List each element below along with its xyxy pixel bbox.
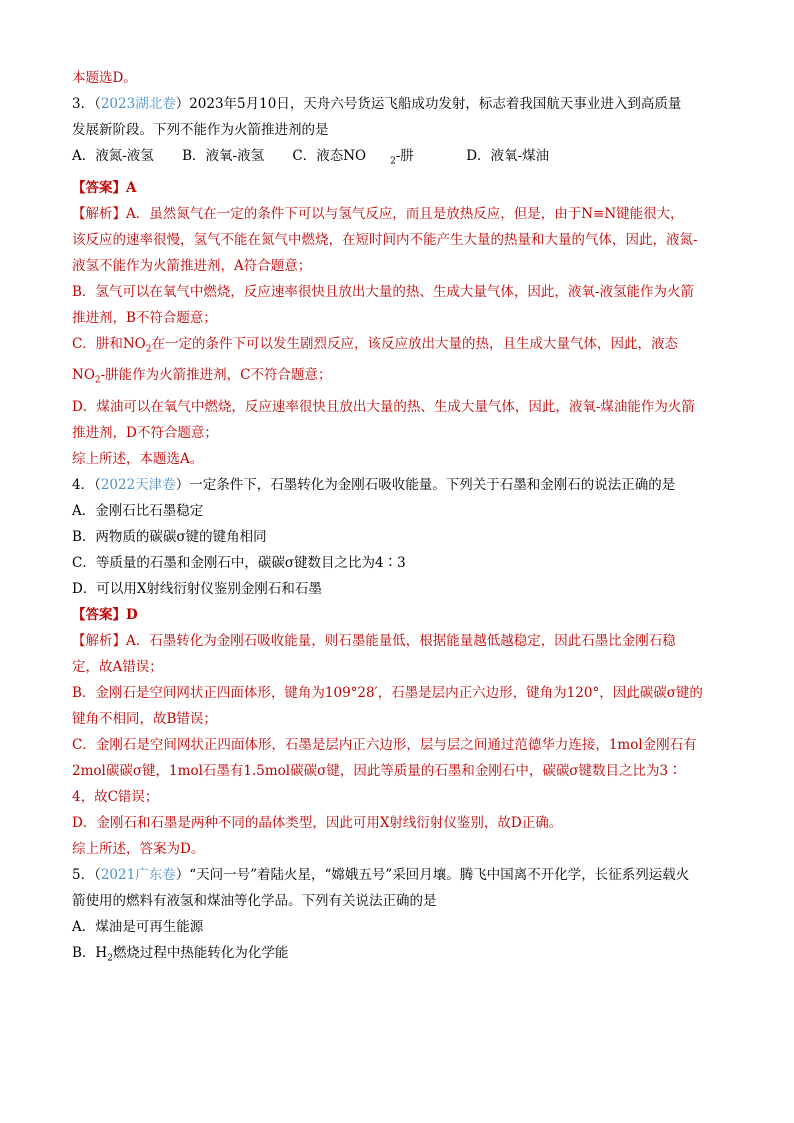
q5-stem-line1 xyxy=(72,865,722,885)
q5-option-b-text: B．H xyxy=(72,945,108,962)
q3-option-c xyxy=(292,146,438,172)
q3-analysis-line3: 液氢不能作为火箭推进剂，A符合题意； xyxy=(72,257,312,274)
q4-answer: 【答案】D xyxy=(72,607,138,624)
q3-stem-text: 2023年5月10日，天舟六号货运飞船成功发射，标志着我国航天事业进入到高质量 xyxy=(189,96,682,112)
q5-option-b-subscript: 2 xyxy=(107,953,113,964)
q4-source: 2022天津卷 xyxy=(100,477,176,494)
q4-analysis-b-line1: B．金刚石是空间网状正四面体形，键角为109°28′，石墨是层内正六边形，键角为120°，因此碳碳σ键的 xyxy=(72,685,703,702)
q4-option-b: B．两物质的碳碳σ键的键角相同 xyxy=(72,529,267,546)
q3-option-d: D．液氧-煤油 xyxy=(466,148,550,164)
q4-analysis-a-line2: 定，故A错误； xyxy=(72,659,163,676)
q5-number: 5．（ xyxy=(72,867,101,884)
q3-analysis-d-line1: D．煤油可以在氧气中燃烧，反应速率很快且放出大量的热、生成大量气体，因此，液氧-煤油能作为火箭 xyxy=(72,399,695,416)
q3-source: 2023湖北卷 xyxy=(100,96,176,112)
q3-source-close: ） xyxy=(175,96,190,112)
q3-answer: 【答案】A xyxy=(72,179,137,196)
q3-option-c-suffix: -肼 xyxy=(395,148,414,164)
q3-analysis-c1-suffix: 在一定的条件下可以发生剧烈反应，该反应放出大量的热，且生成大量气体，因此，液态 xyxy=(151,335,678,352)
q3-analysis-b-line1: B．氢气可以在氧气中燃烧，反应速率很快且放出大量的热、生成大量气体，因此，液氧-液氢能作为火箭 xyxy=(72,283,694,300)
q3-analysis-c-line2 xyxy=(72,365,722,391)
q4-analysis-a-line1: 【解析】A．石墨转化为金刚石吸收能量，则石墨能量低，根据能量越低越稳定，因此石墨比金刚石稳 xyxy=(72,633,676,650)
q4-option-d: D．可以用X射线衍射仪鉴别金刚石和石墨 xyxy=(72,581,322,598)
q3-stem-line2: 发展新阶段。下列不能作为火箭推进剂的是 xyxy=(72,122,329,138)
document-page xyxy=(72,68,722,975)
q5-source-close: ） xyxy=(175,867,190,884)
q5-source: 2021广东卷 xyxy=(100,867,176,884)
q3-number: 3．（ xyxy=(72,96,101,112)
q3-analysis-c1-subscript: 2 xyxy=(145,344,152,355)
q3-options xyxy=(72,146,722,172)
q4-option-c: C．等质量的石墨和金刚石中，碳碳σ键数目之比为4∶3 xyxy=(72,555,406,572)
q4-source-close: ） xyxy=(175,477,190,494)
q3-analysis-d-line2: 推进剂，D不符合题意； xyxy=(72,425,218,442)
prev-conclusion: 本题选D。 xyxy=(72,70,137,86)
q3-analysis-c2-subscript: 2 xyxy=(94,376,101,387)
q4-analysis-c-line1: C．金刚石是空间网状正四面体形，石墨是层内正六边形，层与层之间通过范德华力连接，1mol金刚石有 xyxy=(72,737,697,754)
q3-option-b: B．液氧-液氢 xyxy=(182,148,265,164)
q4-analysis-c-line2: 2mol碳碳σ键，1mol石墨有1.5mol碳碳σ键，因此等质量的石墨和金刚石中，碳碳σ键数目之比为3∶ xyxy=(72,763,682,780)
q3-analysis-b-line2: 推进剂，B不符合题意； xyxy=(72,309,217,326)
q3-option-c-subscript: 2 xyxy=(390,156,396,167)
q5-stem-text: “天问一号”着陆火星，“嫦娥五号”采回月壤。腾飞中国离不开化学，长征系列运载火 xyxy=(189,867,690,884)
q5-option-b xyxy=(72,943,722,969)
q3-analysis-line1: 【解析】A．虽然氮气在一定的条件下可以与氢气反应，而且是放热反应，但是，由于N≡N键能很大， xyxy=(72,205,684,222)
q4-number: 4．（ xyxy=(72,477,101,494)
q3-option-c-text: C．液态NO xyxy=(292,148,367,164)
q4-analysis-c-line3: 4，故C错误； xyxy=(72,789,159,806)
q4-stem xyxy=(72,475,722,495)
q3-stem-line1 xyxy=(72,94,722,114)
q4-analysis-b-line2: 键角不相同，故B错误； xyxy=(72,711,217,728)
q3-analysis-c2-text: NO xyxy=(72,367,95,384)
q4-stem-text: 一定条件下，石墨转化为金刚石吸收能量。下列关于石墨和金刚石的说法正确的是 xyxy=(189,477,676,494)
q3-analysis-line2: 该反应的速率很慢，氢气不能在氮气中燃烧，在短时间内不能产生大量的热量和大量的气体，因此，液氮- xyxy=(72,231,698,248)
q3-summary: 综上所述，本题选A。 xyxy=(72,451,204,468)
q4-summary: 综上所述，答案为D。 xyxy=(72,841,205,858)
q3-analysis-c-line1 xyxy=(72,334,722,360)
q4-option-a: A．金刚石比石墨稳定 xyxy=(72,503,204,520)
q5-option-a: A．煤油是可再生能源 xyxy=(72,919,204,936)
q4-analysis-d-line1: D．金刚石和石墨是两种不同的晶体类型，因此可用X射线衍射仪鉴别，故D正确。 xyxy=(72,815,563,832)
q5-option-b-suffix: 燃烧过程中热能转化为化学能 xyxy=(112,945,289,962)
q3-option-a: A．液氮-液氢 xyxy=(72,148,154,164)
q3-analysis-c1-text: C．肼和NO xyxy=(72,335,146,352)
q5-stem-line2: 箭使用的燃料有液氢和煤油等化学品。下列有关说法正确的是 xyxy=(72,893,437,910)
q3-analysis-c2-suffix: -肼能作为火箭推进剂，C不符合题意； xyxy=(100,367,332,384)
